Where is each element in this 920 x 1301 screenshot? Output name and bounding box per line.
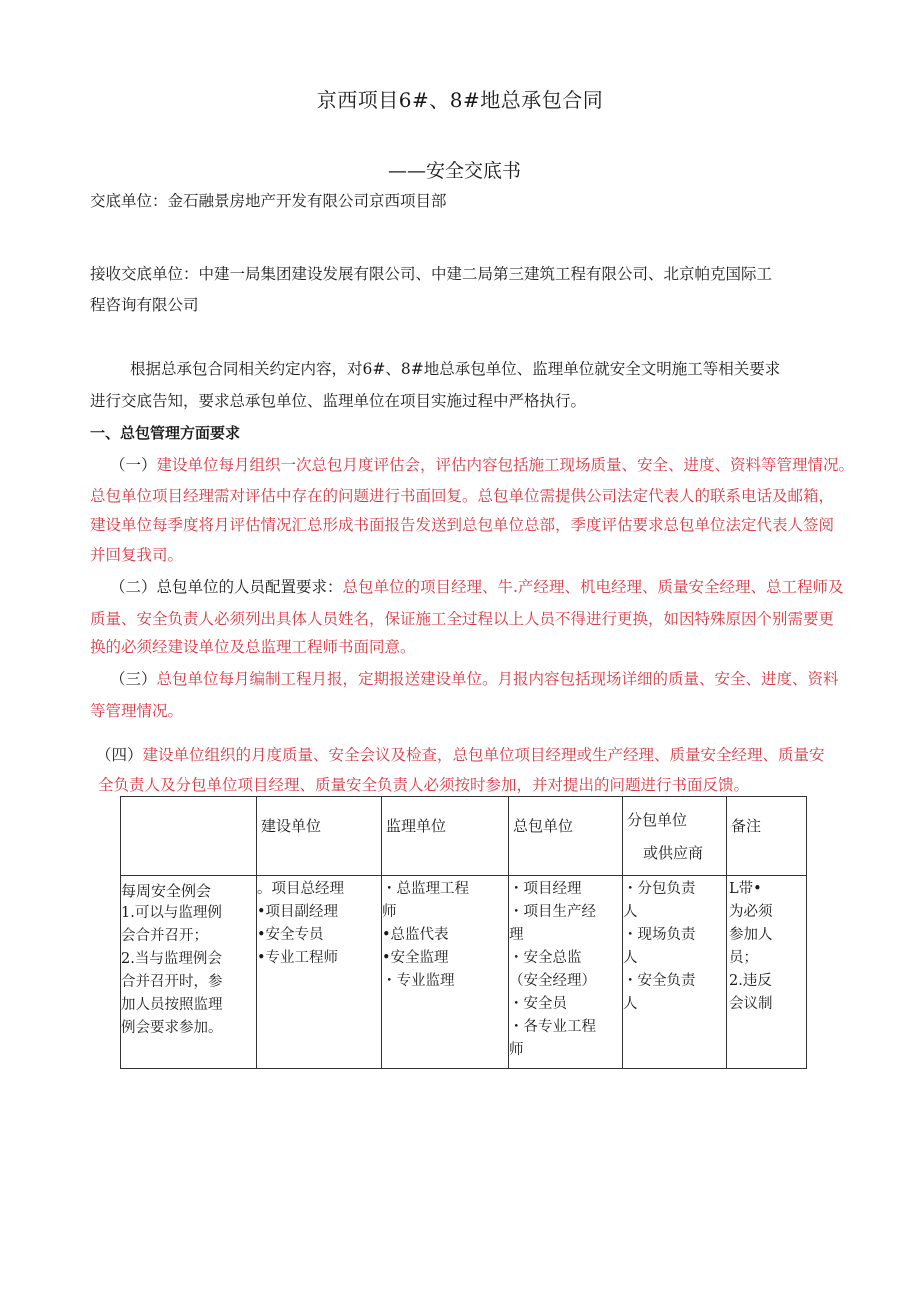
- list-item: 师: [382, 904, 397, 920]
- item4-text: 建设单位组织的月度质量、安全会议及检查，总包单位项目经理或生产经理、质量安全经理、质量安: [142, 746, 825, 764]
- list-item: ・安全负责: [623, 973, 696, 989]
- label-line: 2.当与监理例会: [121, 951, 222, 967]
- header-cell-zongbao: 总包单位: [509, 797, 623, 876]
- row-label-cell: [121, 876, 257, 1069]
- header-cell-fenbao: [623, 797, 727, 876]
- item1-line-3: 建设单位每季度将月评估情况汇总形成书面报告发送到总包单位总部，季度评估要求总包单位法定代表人签阅: [90, 516, 835, 534]
- receiver-line-2: 程咨询有限公司: [90, 296, 199, 314]
- header-cell-jianshe: 建设单位: [257, 797, 382, 876]
- item2-line-3: 换的必须经建设单位及总监理工程师书面同意。: [90, 638, 416, 656]
- list-item: L带•: [729, 881, 762, 897]
- section-heading: 一、总包管理方面要求: [90, 424, 241, 442]
- list-item: ・现场负责: [623, 927, 696, 943]
- header-cell-jianli: 监理单位: [382, 797, 509, 876]
- list-item: 。项目总经理: [257, 881, 344, 897]
- label-line: 例会要求参加。: [121, 1020, 223, 1036]
- item3-prefix: （三）: [110, 670, 157, 688]
- header-cell-beizhu: 备注: [727, 797, 807, 876]
- item2-text: 总包单位的项目经理、牛.产经理、机电经理、质量安全经理、总工程师及: [342, 578, 844, 596]
- item1-line-2: 总包单位项目经理需对评估中存在的问题进行书面回复。总包单位需提供公司法定代表人的联系电话及邮箱，: [90, 487, 835, 505]
- list-item: •安全监理: [382, 950, 449, 966]
- item2-line-2: 质量、安全负责人必须列出具体人员姓名，保证施工全过程以上人员不得进行更换，如因特殊原因个别需要更: [90, 610, 835, 628]
- fenbao-cell: [623, 876, 727, 1069]
- item1-prefix: （一）: [110, 456, 157, 474]
- list-item: ・项目经理: [509, 881, 582, 897]
- list-item: •安全专员: [257, 927, 324, 943]
- list-item: ・项目生产经: [509, 904, 596, 920]
- item4-prefix: （四）: [96, 746, 143, 764]
- list-item: 会议制: [729, 996, 773, 1012]
- list-item: •专业工程师: [257, 950, 339, 966]
- list-item: ・安全员: [509, 996, 567, 1012]
- list-item: 人: [623, 950, 638, 966]
- list-item: ・专业监理: [382, 973, 455, 989]
- list-item: 师: [509, 1042, 524, 1058]
- document-subtitle: ——安全交底书: [388, 160, 522, 182]
- list-item: ・安全总监: [509, 950, 582, 966]
- list-item: 人: [623, 904, 638, 920]
- row-label-title: 每周安全例会: [121, 882, 212, 900]
- document-title: 京西项目6#、8#地总承包合同: [316, 88, 604, 112]
- list-item: 员；: [729, 950, 758, 966]
- list-item: •总监代表: [382, 927, 449, 943]
- list-item: 2.违反: [729, 973, 772, 989]
- item4-line-2: 全负责人及分包单位项目经理、质量安全负责人必须按时参加，并对提出的问题进行书面反馈。: [98, 776, 750, 794]
- item3-line-1: [110, 666, 839, 692]
- item1-line-1: [110, 452, 854, 478]
- list-item: 人: [623, 996, 638, 1012]
- intro-line-2: 进行交底告知，要求总承包单位、监理单位在项目实施过程中严格执行。: [90, 392, 587, 410]
- beizhu-cell: [727, 876, 807, 1069]
- meeting-table: [120, 796, 807, 1069]
- list-item: 理: [509, 927, 524, 943]
- zongbao-cell: [509, 876, 623, 1069]
- intro-line-1: 根据总承包合同相关约定内容，对6#、8#地总承包单位、监理单位就安全文明施工等相关要求: [130, 360, 781, 378]
- header-cell-empty: [121, 797, 257, 876]
- list-item: ・分包负责: [623, 881, 696, 897]
- header-fenbao-label: 分包单位: [627, 811, 688, 829]
- label-line: 合并召开时，参: [121, 974, 223, 990]
- label-line: 加人员按照监理: [121, 997, 223, 1013]
- receiver-line-1: 接收交底单位：中建一局集团建设发展有限公司、中建二局第三建筑工程有限公司、北京帕克国际工: [90, 265, 773, 283]
- header-fenbao-sub: 或供应商: [643, 844, 704, 862]
- list-item: 参加人: [729, 927, 773, 943]
- item3-text: 总包单位每月编制工程月报，定期报送建设单位。月报内容包括现场详细的质量、安全、进度、资料: [156, 670, 839, 688]
- list-item: •项目副经理: [257, 904, 339, 920]
- item1-text: 建设单位每月组织一次总包月度评估会，评估内容包括施工现场质量、安全、进度、资料等管理情况。: [156, 456, 855, 474]
- list-item: ・总监理工程: [382, 881, 469, 897]
- item2-line-1: [110, 574, 843, 600]
- jianshe-cell: [257, 876, 382, 1069]
- list-item: （安全经理）: [509, 973, 596, 989]
- item1-line-4: 并回复我司。: [90, 546, 184, 564]
- item4-line-1: [96, 742, 825, 768]
- list-item: 为必须: [729, 904, 773, 920]
- item3-line-2: 等管理情况。: [90, 702, 184, 720]
- label-line: 1.可以与监理例: [121, 905, 222, 921]
- issuer-line: 交底单位：金石融景房地产开发有限公司京西项目部: [90, 192, 447, 210]
- list-item: ・各专业工程: [509, 1019, 596, 1035]
- table-header-row: [121, 797, 807, 876]
- label-line: 会合并召开；: [121, 928, 208, 944]
- jianli-cell: [382, 876, 509, 1069]
- item2-prefix: （二）总包单位的人员配置要求：: [110, 578, 343, 596]
- table-row: [121, 876, 807, 1069]
